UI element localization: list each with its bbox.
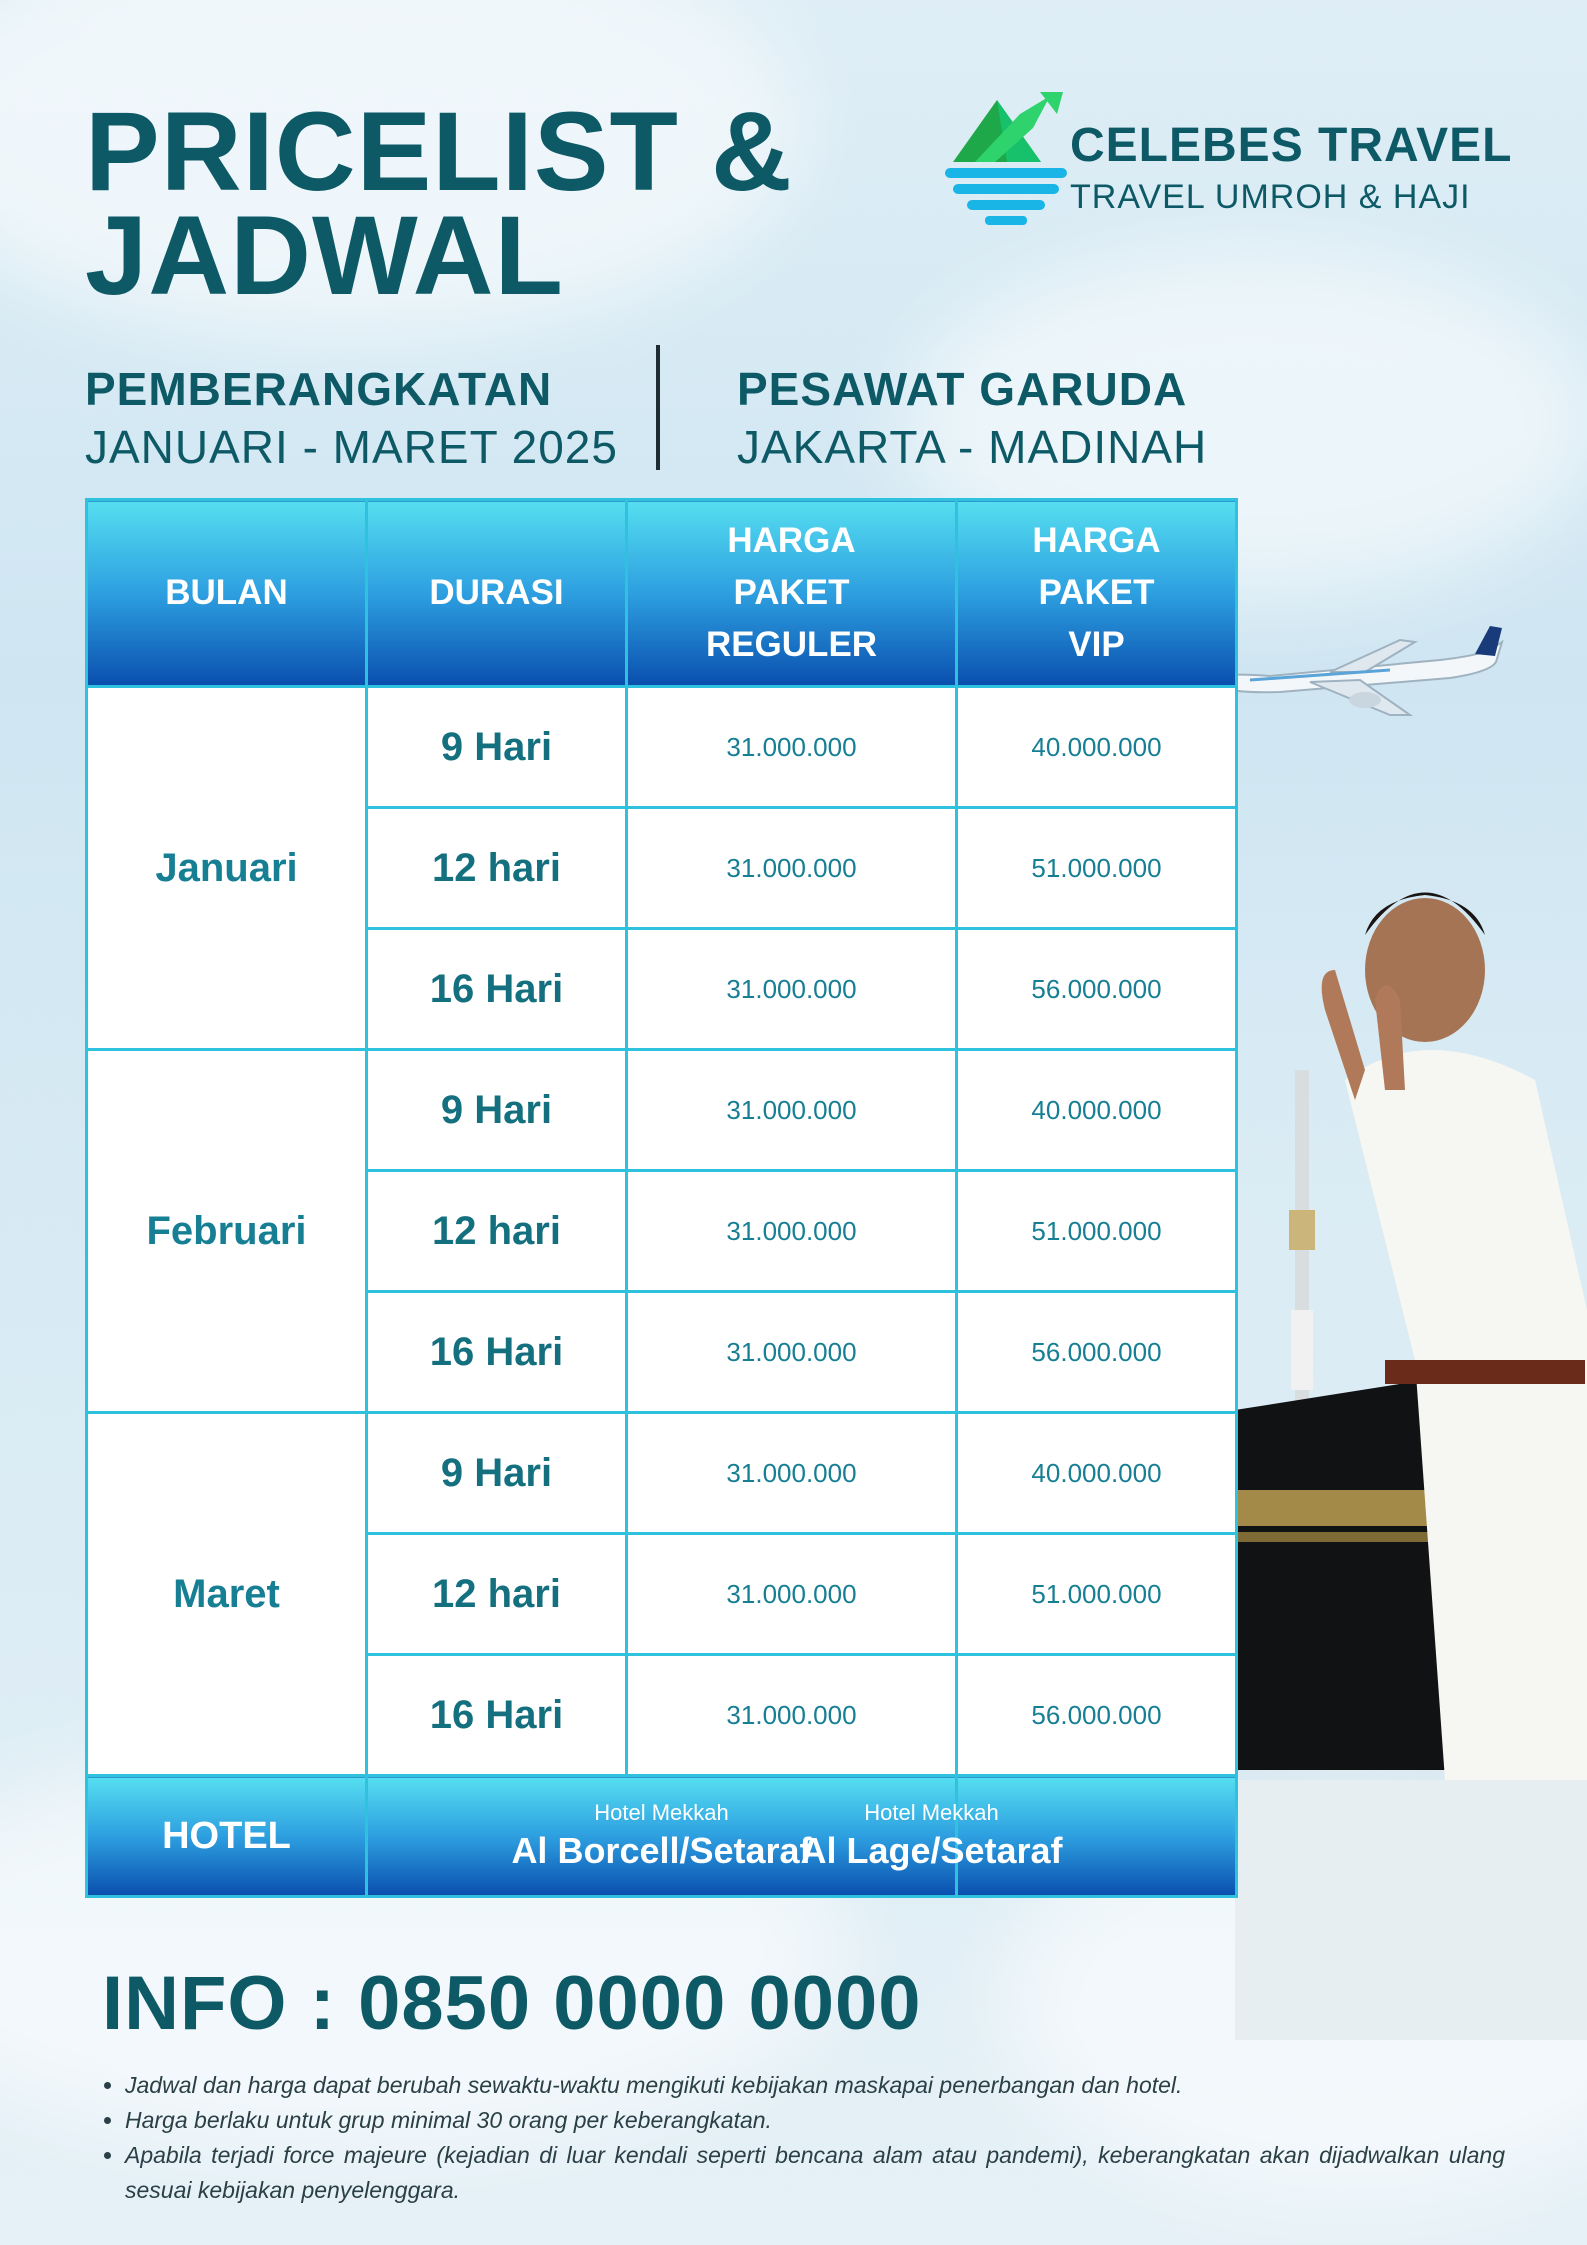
regular-price-cell: 31.000.000 <box>627 1292 957 1413</box>
table-row <box>87 687 1237 808</box>
departure-period: JANUARI - MARET 2025 <box>85 421 618 473</box>
info-divider <box>656 345 660 470</box>
table-header-row <box>87 500 1237 687</box>
regular-price-cell: 31.000.000 <box>627 1050 957 1171</box>
hotel-vip-name: Al Lage/Setaraf <box>800 1830 1063 1871</box>
duration-cell: 16 Hari <box>367 1655 627 1776</box>
vip-price-cell: 40.000.000 <box>957 1050 1237 1171</box>
regular-price-cell: 31.000.000 <box>627 929 957 1050</box>
col-header-harga-vip-label: HARGA PAKET VIP <box>1032 521 1161 664</box>
month-cell: Januari <box>87 687 367 1050</box>
note-item: • Harga berlaku untuk grup minimal 30 orang per keberangkatan. <box>125 2103 1505 2138</box>
hotel-regular-caption: Hotel Mekkah <box>594 1800 729 1825</box>
col-header-bulan: BULAN <box>87 500 367 687</box>
month-cell: Maret <box>87 1413 367 1776</box>
departure-info <box>85 362 618 474</box>
price-table <box>85 498 1238 1898</box>
duration-cell: 16 Hari <box>367 929 627 1050</box>
kaaba-pilgrim-illustration <box>1235 840 1587 2040</box>
hotel-row <box>87 1776 1237 1897</box>
vip-price-cell: 40.000.000 <box>957 1413 1237 1534</box>
table-row <box>87 1050 1237 1171</box>
duration-cell: 9 Hari <box>367 687 627 808</box>
duration-cell: 12 hari <box>367 1171 627 1292</box>
note-item: • Jadwal dan harga dapat berubah sewaktu-waktu mengikuti kebijakan maskapai penerbangan dan hotel. <box>125 2068 1505 2103</box>
col-header-durasi: DURASI <box>367 500 627 687</box>
table-row <box>87 1413 1237 1534</box>
col-header-harga-vip <box>957 500 1237 687</box>
regular-price-cell: 31.000.000 <box>627 808 957 929</box>
hotel-regular-name: Al Borcell/Setaraf <box>511 1830 812 1871</box>
hotel-label: HOTEL <box>87 1776 367 1897</box>
departure-heading: PEMBERANGKATAN <box>85 363 553 415</box>
hotel-vip-cell <box>800 1776 1237 1897</box>
vip-price-cell: 40.000.000 <box>957 687 1237 808</box>
col-header-harga-reguler-label: HARGA PAKET REGULER <box>705 521 878 664</box>
regular-price-cell: 31.000.000 <box>627 1534 957 1655</box>
vip-price-cell: 51.000.000 <box>957 808 1237 929</box>
page-title: PRICELIST & JADWAL <box>85 89 793 318</box>
vip-price-cell: 51.000.000 <box>957 1171 1237 1292</box>
duration-cell: 12 hari <box>367 808 627 929</box>
vip-price-cell: 51.000.000 <box>957 1534 1237 1655</box>
mountain-arrow-logo-icon <box>945 92 1067 227</box>
duration-cell: 9 Hari <box>367 1050 627 1171</box>
vip-price-cell: 56.000.000 <box>957 929 1237 1050</box>
regular-price-cell: 31.000.000 <box>627 1413 957 1534</box>
flight-info <box>737 362 1207 474</box>
vip-price-cell: 56.000.000 <box>957 1292 1237 1413</box>
regular-price-cell: 31.000.000 <box>627 1655 957 1776</box>
brand-name: CELEBES TRAVEL <box>1070 119 1513 172</box>
duration-cell: 9 Hari <box>367 1413 627 1534</box>
note-item: • Apabila terjadi force majeure (kejadian di luar kendali seperti bencana alam atau pandemi), keberangkatan akan dijadwalkan ulang sesuai kebijakan penyelenggara. <box>125 2138 1505 2208</box>
flight-heading: PESAWAT GARUDA <box>737 363 1188 415</box>
duration-cell: 12 hari <box>367 1534 627 1655</box>
col-header-harga-reguler <box>627 500 957 687</box>
airplane-icon <box>1190 620 1510 730</box>
regular-price-cell: 31.000.000 <box>627 687 957 808</box>
regular-price-cell: 31.000.000 <box>627 1171 957 1292</box>
duration-cell: 16 Hari <box>367 1292 627 1413</box>
hotel-vip-caption: Hotel Mekkah <box>864 1800 999 1825</box>
vip-price-cell: 56.000.000 <box>957 1655 1237 1776</box>
flight-route: JAKARTA - MADINAH <box>737 421 1208 473</box>
month-cell: Februari <box>87 1050 367 1413</box>
brand-tagline: TRAVEL UMROH & HAJI <box>1070 178 1471 216</box>
notes-list <box>95 2068 1505 2208</box>
contact-info: INFO : 0850 0000 0000 <box>102 1961 922 2046</box>
